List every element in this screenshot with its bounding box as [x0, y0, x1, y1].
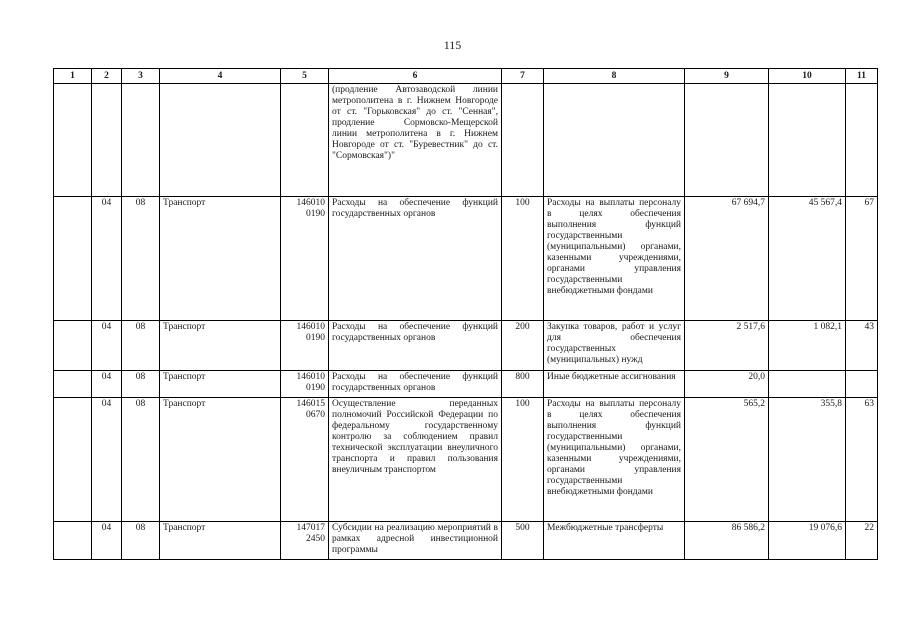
cell-plan: 2 517,6: [685, 321, 769, 371]
cell-target-code: 146010 0190: [281, 371, 329, 398]
cell-subsection: 08: [122, 522, 160, 560]
cell-actual: 19 076,6: [769, 522, 846, 560]
cell-section: 04: [92, 197, 122, 321]
cell-subsection: 08: [122, 197, 160, 321]
cell-percent: 67: [846, 197, 878, 321]
cell-subsection: 08: [122, 398, 160, 522]
col-header-3: 3: [122, 69, 160, 84]
cell-section-name: Транспорт: [160, 371, 281, 398]
col-header-4: 4: [160, 69, 281, 84]
cell-section-name: [160, 84, 281, 197]
cell-target-code: 147017 2450: [281, 522, 329, 560]
cell-target-name: Осуществление переданных полномочий Российской Федерации по федеральному государственному контролю за соблюдением правил технической эксплуатации внеуличного транспорта и правил пользования внеуличным транспортом: [329, 398, 502, 522]
cell-subsection: [122, 84, 160, 197]
cell-section: 04: [92, 522, 122, 560]
col-header-2: 2: [92, 69, 122, 84]
cell-target-name: Расходы на обеспечение функций государственных органов: [329, 321, 502, 371]
budget-table: [53, 68, 878, 560]
cell-section: 04: [92, 398, 122, 522]
cell-target-name: Субсидии на реализацию мероприятий в рамках адресной инвестиционной программы: [329, 522, 502, 560]
cell-col1: [54, 321, 92, 371]
cell-col1: [54, 84, 92, 197]
cell-expense-code: 800: [502, 371, 544, 398]
cell-target-code: 146010 0190: [281, 197, 329, 321]
page-number: 115: [443, 38, 462, 52]
cell-percent: [846, 371, 878, 398]
cell-percent: 22: [846, 522, 878, 560]
cell-col1: [54, 522, 92, 560]
cell-subsection: 08: [122, 321, 160, 371]
header-row: [54, 69, 878, 84]
cell-section-name: Транспорт: [160, 522, 281, 560]
table-row: [54, 84, 878, 197]
table-row: [54, 522, 878, 560]
table-row: [54, 321, 878, 371]
col-header-6: 6: [329, 69, 502, 84]
cell-target-name: (продление Автозаводской линии метрополитена в г. Нижнем Новгороде от ст. "Горьковская" до ст. "Сенная", продление Сормовско-Мещерской линии метрополитена в г. Нижнем Новгороде от ст. "Буревестник" до ст. "Сормовская")": [329, 84, 502, 197]
cell-plan: 67 694,7: [685, 197, 769, 321]
table-row: [54, 197, 878, 321]
cell-col1: [54, 398, 92, 522]
cell-target-name: Расходы на обеспечение функций государственных органов: [329, 197, 502, 321]
cell-expense-code: 100: [502, 197, 544, 321]
cell-section: 04: [92, 371, 122, 398]
cell-plan: 565,2: [685, 398, 769, 522]
cell-plan: [685, 84, 769, 197]
cell-col1: [54, 371, 92, 398]
cell-subsection: 08: [122, 371, 160, 398]
col-header-11: 11: [846, 69, 878, 84]
table-row: [54, 371, 878, 398]
cell-expense-name: Закупка товаров, работ и услуг для обеспечения государственных (муниципальных) нужд: [544, 321, 685, 371]
cell-expense-code: 200: [502, 321, 544, 371]
cell-section: [92, 84, 122, 197]
col-header-5: 5: [281, 69, 329, 84]
cell-section-name: Транспорт: [160, 321, 281, 371]
col-header-1: 1: [54, 69, 92, 84]
cell-actual: [769, 371, 846, 398]
col-header-7: 7: [502, 69, 544, 84]
cell-percent: 43: [846, 321, 878, 371]
cell-plan: 86 586,2: [685, 522, 769, 560]
cell-percent: 63: [846, 398, 878, 522]
cell-actual: 355,8: [769, 398, 846, 522]
cell-expense-code: 500: [502, 522, 544, 560]
cell-expense-name: Расходы на выплаты персоналу в целях обеспечения выполнения функций государственными (муниципальными) органами, казенными учреждениями, органами управления государственными внебюджетными фондами: [544, 398, 685, 522]
col-header-9: 9: [685, 69, 769, 84]
cell-expense-code: [502, 84, 544, 197]
cell-col1: [54, 197, 92, 321]
cell-target-code: 146010 0190: [281, 321, 329, 371]
cell-percent: [846, 84, 878, 197]
cell-section: 04: [92, 321, 122, 371]
cell-expense-code: 100: [502, 398, 544, 522]
cell-target-code: [281, 84, 329, 197]
cell-actual: 1 082,1: [769, 321, 846, 371]
table-row: [54, 398, 878, 522]
cell-expense-name: Иные бюджетные ассигнования: [544, 371, 685, 398]
cell-expense-name: Расходы на выплаты персоналу в целях обеспечения выполнения функций государственными (муниципальными) органами, казенными учреждениями, органами управления государственными внебюджетными фондами: [544, 197, 685, 321]
col-header-8: 8: [544, 69, 685, 84]
cell-plan: 20,0: [685, 371, 769, 398]
cell-actual: 45 567,4: [769, 197, 846, 321]
cell-target-name: Расходы на обеспечение функций государственных органов: [329, 371, 502, 398]
cell-section-name: Транспорт: [160, 197, 281, 321]
cell-expense-name: [544, 84, 685, 197]
cell-target-code: 146015 0670: [281, 398, 329, 522]
col-header-10: 10: [769, 69, 846, 84]
cell-actual: [769, 84, 846, 197]
cell-expense-name: Межбюджетные трансферты: [544, 522, 685, 560]
cell-section-name: Транспорт: [160, 398, 281, 522]
